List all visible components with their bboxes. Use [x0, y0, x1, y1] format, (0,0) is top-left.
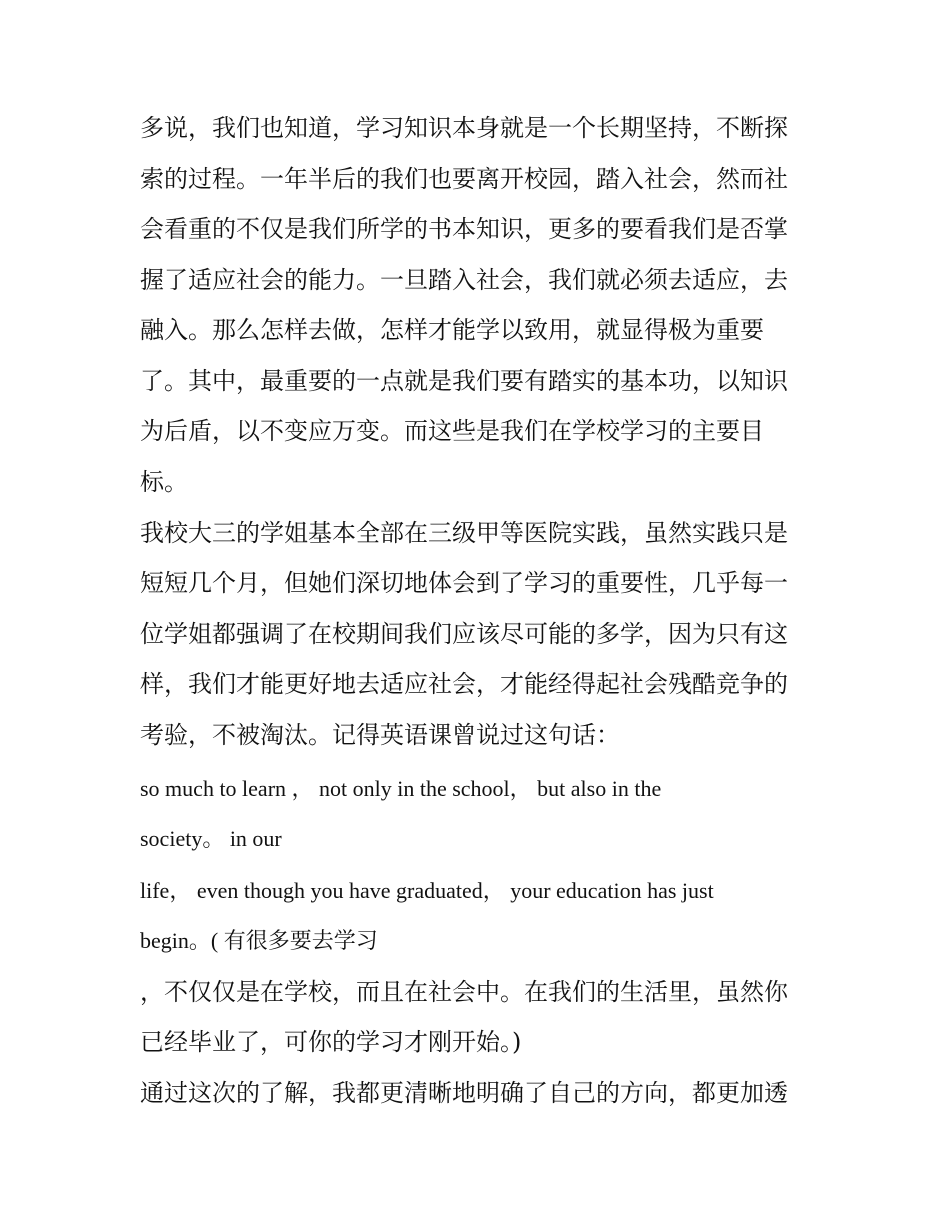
text-line: society。 in our: [140, 826, 282, 851]
text-line: 会看重的不仅是我们所学的书本知识，更多的要看我们是否掌: [140, 215, 788, 243]
text-line: 短短几个月，但她们深切地体会到了学习的重要性，几乎每一: [140, 569, 788, 597]
text-line: 握了适应社会的能力。一旦踏入社会，我们就必须去适应，去: [140, 266, 788, 294]
text-line: begin。( 有很多要去学习: [140, 928, 378, 953]
text-line: 为后盾，以不变应万变。而这些是我们在学校学习的主要目: [140, 417, 764, 445]
text-line: 样，我们才能更好地去适应社会，才能经得起社会残酷竞争的: [140, 670, 788, 698]
text-line: so much to learn ， not only in the school， but also in the: [140, 776, 662, 801]
text-line: 了。其中，最重要的一点就是我们要有踏实的基本功，以知识: [140, 367, 788, 395]
text-line: 已经毕业了，可你的学习才刚开始。): [140, 1028, 522, 1056]
text-line: ，不仅仅是在学校，而且在社会中。在我们的生活里，虽然你: [140, 978, 788, 1006]
text-line: 位学姐都强调了在校期间我们应该尽可能的多学，因为只有这: [140, 620, 788, 648]
text-line: 多说，我们也知道，学习知识本身就是一个长期坚持，不断探: [140, 114, 788, 142]
text-line: 标。: [140, 468, 188, 496]
text-line: 通过这次的了解，我都更清晰地明确了自己的方向，都更加透: [140, 1079, 788, 1107]
text-line: 我校大三的学姐基本全部在三级甲等医院实践，虽然实践只是: [140, 519, 788, 547]
text-line: 索的过程。一年半后的我们也要离开校园，踏入社会，然而社: [140, 165, 788, 193]
text-line: 考验，不被淘汰。记得英语课曾说过这句话：: [140, 721, 620, 749]
text-line: 融入。那么怎样去做，怎样才能学以致用，就显得极为重要: [140, 316, 764, 344]
text-line: life， even though you have graduated， your education has just: [140, 878, 714, 903]
